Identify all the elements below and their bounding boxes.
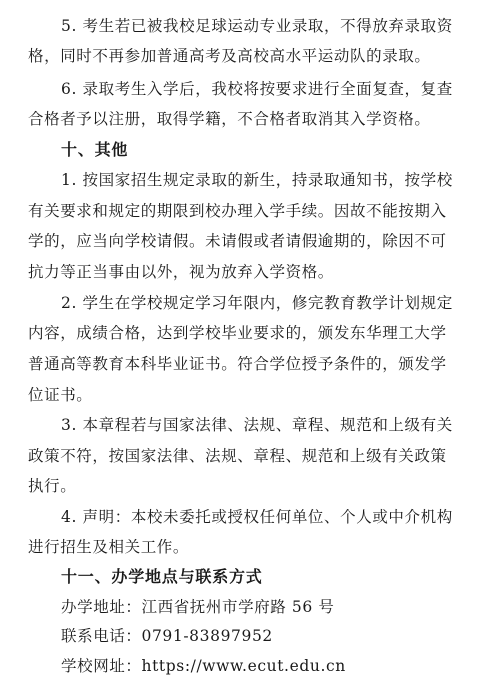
contact-website: 学校网址：https://www.ecut.edu.cn bbox=[61, 657, 346, 675]
paragraph-line: 5. 考生若已被我校足球运动专业录取，不得放弃录取资 bbox=[61, 17, 453, 35]
section-heading: 十、其他 bbox=[61, 140, 129, 159]
paragraph-line: 3. 本章程若与国家法律、法规、章程、规范和上级有关 bbox=[61, 416, 453, 434]
paragraph-line: 有关要求和规定的期限到校办理入学手续。因故不能按期入 bbox=[28, 202, 447, 220]
paragraph-line: 格，同时不再参加普通高考及高校高水平运动队的录取。 bbox=[28, 47, 431, 65]
paragraph-line: 执行。 bbox=[28, 477, 77, 495]
paragraph-line: 抗力等正当事由以外，视为放弃入学资格。 bbox=[28, 263, 334, 281]
paragraph-line: 4. 声明：本校未委托或授权任何单位、个人或中介机构 bbox=[61, 508, 453, 526]
paragraph-line: 内容，成绩合格，达到学校毕业要求的，颁发东华理工大学 bbox=[28, 324, 447, 342]
paragraph-line: 合格者予以注册，取得学籍，不合格者取消其入学资格。 bbox=[28, 110, 431, 128]
paragraph-line: 政策不符，按国家法律、法规、章程、规范和上级有关政策 bbox=[28, 447, 447, 465]
paragraph-line: 2. 学生在学校规定学习年限内，修完教育教学计划规定 bbox=[61, 294, 453, 312]
paragraph-line: 1. 按国家招生规定录取的新生，持录取通知书，按学校 bbox=[61, 171, 453, 189]
section-heading: 十一、办学地点与联系方式 bbox=[61, 567, 263, 586]
contact-phone: 联系电话：0791-83897952 bbox=[61, 627, 273, 645]
contact-address: 办学地址：江西省抚州市学府路 56 号 bbox=[61, 598, 335, 616]
paragraph-line: 6. 录取考生入学后，我校将按要求进行全面复查，复查 bbox=[61, 80, 453, 98]
paragraph-line: 进行招生及相关工作。 bbox=[28, 538, 190, 556]
paragraph-line: 学的，应当向学校请假。未请假或者请假逾期的，除因不可 bbox=[28, 232, 447, 250]
paragraph-line: 位证书。 bbox=[28, 386, 93, 404]
paragraph-line: 普通高等教育本科毕业证书。符合学位授予条件的，颁发学 bbox=[28, 355, 447, 373]
